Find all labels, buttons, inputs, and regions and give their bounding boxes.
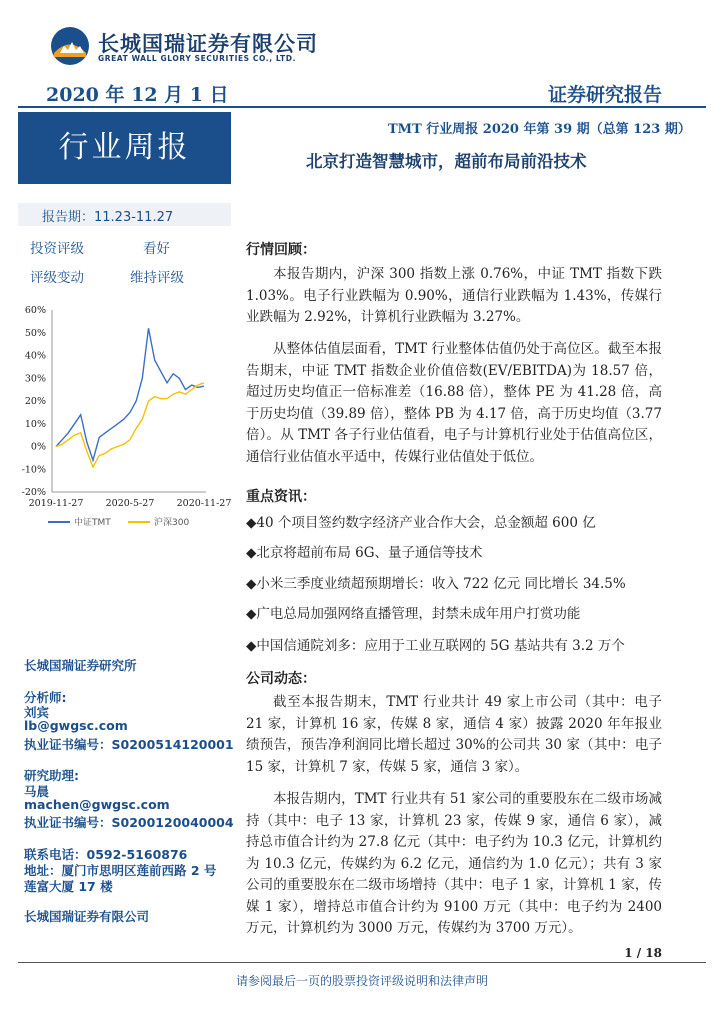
y-tick-label: -20% [21,487,46,498]
x-tick-label: 2019-11-27 [28,498,84,509]
assistant-name: 马晨 [24,784,50,799]
contact-phone: 联系电话：0592-5160876 [24,847,188,862]
y-tick-label: 10% [24,418,46,430]
header-divider [18,106,706,108]
report-category-title: 行业周报 [58,130,191,165]
key-news-heading: 重点资讯： [246,489,316,505]
performance-line-chart [18,298,233,530]
news-item: ◆中国信通院刘多：应用于工业互联网的 5G 基站共有 3.2 万个 [246,638,625,654]
chart-series [56,328,204,467]
rating-label: 投资评级 [30,241,84,257]
y-tick-label: 50% [24,327,46,339]
company-footer-name: 长城国瑞证券有限公司 [24,909,150,924]
market-review-heading: 行情回顾： [246,242,316,258]
news-item: ◆广电总局加强网络直播管理，封禁未成年用户打赏功能 [246,606,581,622]
rating-value: 看好 [143,241,170,257]
legend-label: 中证TMT [74,518,111,528]
report-period: 报告期：11.23-11.27 [42,210,174,225]
company-news-heading: 公司动态： [246,671,316,687]
company-name-english: GREAT WALL GLORY SECURITIES CO., LTD. [98,54,297,63]
rating-change-label: 评级变动 [30,270,84,286]
disclaimer: 请参阅最后一页的股票投资评级说明和法律声明 [235,974,488,988]
company-logo-icon [50,26,90,66]
analyst-cert: 执业证书编号：S0200514120001 [24,737,234,752]
valuation-paragraph: 从整体估值层面看，TMT 行业整体估值仍处于高位区。截至本报告期末，中证 TMT 指数企业价值倍数(EV/EBITDA)为 18.57 倍，超过历史均值正一倍标准差（16.88 倍），整体 PE 为 41.28 倍，高于历史均值（39.89 倍），整体 PB 为 4.17 倍，高于历史均值（3.77 倍）。从 TMT 各子行业估值看，电子与计算机行业处于估值高位区，通信行业估值水平适中，传媒行业估值处于低位。 [246,341,662,465]
x-tick-label: 2020-11-27 [176,498,232,509]
y-tick-label: -10% [21,464,46,476]
analyst-role: 分析师: [24,690,67,705]
shareholder-trading-paragraph: 本报告期内，TMT 行业共有 51 家公司的重要股东在二级市场减持（其中：电子 13 家，计算机 23 家，传媒 9 家，通信 6 家），减持总市值合计约为 27.8 亿元（其中：电子约为 10.3 亿元，计算机约为 10.3 亿元，传媒约为 6.2 亿元，通信约为 1.0 亿元）；共有 3 家公司的重要股东在二级市场增持（其中：电子 1 家，计算机 1 家，传媒 1 家），增持总市值合计约为 9100 万元（其中：电子约为 2400 万元，计算机约为 3000 万元，传媒约为 3700 万元）。 [246,791,662,936]
analyst-email[interactable]: lb@gwgsc.com [24,718,128,733]
chart-legend [48,516,189,528]
series-line [56,383,204,467]
y-tick-label: 60% [24,305,46,316]
footer-divider [18,962,706,963]
y-tick-label: 20% [24,396,46,407]
chart-x-axis [29,498,232,509]
y-tick-label: 0% [30,441,46,453]
chart-axes [52,310,206,492]
market-review-paragraph: 本报告期内，沪深 300 指数上涨 0.76%，中证 TMT 指数下跌 1.03%。电子行业跌幅为 0.90%，通信行业跌幅为 1.43%，传媒行业跌幅为 2.92%，计算机行业跌幅为 3.27%。 [246,266,662,325]
report-headline: 北京打造智慧城市，超前布局前沿技术 [306,152,587,171]
contact-address-line2: 莲富大厦 17 楼 [24,879,113,894]
assistant-cert: 执业证书编号：S0200120040004 [24,815,234,830]
contact-address: 地址：厦门市思明区莲前西路 2 号 [24,863,217,878]
x-tick-label: 2020-5-27 [105,498,155,509]
report-date: 2020 年 12 月 1 日 [46,84,229,106]
y-tick-label: 30% [24,373,46,385]
report-issue-subtitle: TMT 行业周报 2020 年第 39 期（总第 123 期） [388,122,691,137]
analyst-name: 刘宾 [24,705,50,720]
y-tick-label: 40% [24,350,46,362]
assistant-role: 研究助理: [24,768,79,783]
news-item: ◆40 个项目签约数字经济产业合作大会，总金额超 600 亿 [246,515,596,531]
rating-change-value: 维持评级 [130,270,184,286]
report-type: 证券研究报告 [547,84,662,106]
page-number: 1 / 18 [624,946,662,960]
research-institute: 长城国瑞证券研究所 [24,658,137,673]
chart-y-axis [22,305,46,498]
company-news-paragraph: 截至本报告期末，TMT 行业共计 49 家上市公司（其中：电子 21 家，计算机 16 家，传媒 8 家，通信 4 家）披露 2020 年年报业绩预告，预告净利润同比增长超过 30%的公司共 30 家（其中：电子 15 家，计算机 7 家，传媒 5 家，通信 3 家）。 [246,694,662,775]
news-item: ◆小米三季度业绩超预期增长：收入 722 亿元 同比增长 34.5% [246,576,626,592]
company-name: 长城国瑞证券有限公司 [98,32,318,56]
legend-label: 沪深300 [154,518,190,528]
assistant-email[interactable]: machen@gwgsc.com [24,797,170,812]
news-item: ◆北京将超前布局 6G、量子通信等技术 [246,545,483,561]
